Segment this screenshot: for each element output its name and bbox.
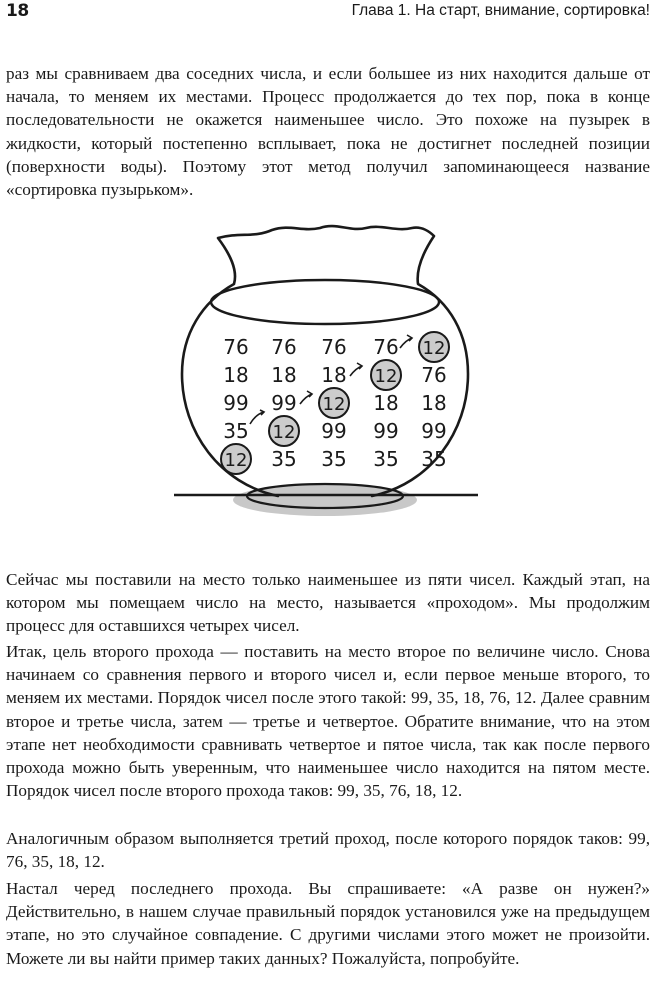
- column-number: 35: [421, 447, 447, 471]
- column-number: 76: [271, 335, 297, 359]
- page-number: 18: [6, 1, 29, 21]
- column-number: 18: [223, 363, 249, 387]
- paragraph: Настал черед последнего прохода. Вы спрашиваете: «А разве он нужен?» Действительно, в нашем случае правильный порядок установился уже на предыдущем этапе, но это случайное совпадение. С другими числами этого может не произойти. Можете ли вы найти пример таких данных? Пожалуйста, попробуйте.: [6, 879, 650, 968]
- column-number: 18: [271, 363, 297, 387]
- number-columns: [221, 332, 449, 474]
- column-number: 18: [373, 391, 399, 415]
- chapter-title: Глава 1. На старт, внимание, сортировка!: [351, 2, 650, 19]
- column-number: 76: [421, 363, 447, 387]
- column-number: 35: [223, 419, 249, 443]
- column-number: 99: [321, 419, 347, 443]
- column-number: 35: [321, 447, 347, 471]
- fishbowl-drawing: [160, 214, 490, 524]
- bubble-number: 12: [422, 338, 446, 359]
- column-number: 99: [223, 391, 249, 415]
- bubble-number: 12: [272, 422, 296, 443]
- paragraph: Сейчас мы поставили на место только наименьшее из пяти чисел. Каждый этап, на котором мы помещаем число на место, называется «проходом». Мы продолжим процесс для оставшихся четырех чисел.: [6, 570, 650, 636]
- column-number: 35: [373, 447, 399, 471]
- column-number: 76: [373, 335, 399, 359]
- paragraph: Итак, цель второго прохода — поставить на место второе по величине число. Снова начинаем со сравнения первого и второго чисел и, если первое меньше второго, то меняем их местами. Порядок чисел после этого такой: 99, 35, 18, 76, 12. Далее сравним второе и третье числа, затем — третье и четвертое. Обратите внимание, что на этом этапе нет необходимости сравнивать четвертое и пятое числа, так как после первого прохода можно быть уверенным, что наименьшее число находится на пятом месте. Порядок чисел после второго прохода таков: 99, 35, 76, 18, 12.: [6, 642, 650, 801]
- bubble-number: 12: [374, 366, 398, 387]
- column-number: 35: [271, 447, 297, 471]
- column-number: 99: [373, 419, 399, 443]
- fishbowl-illustration: [160, 214, 490, 524]
- bubble-number: 12: [224, 450, 248, 471]
- paragraph: Аналогичным образом выполняется третий проход, после которого порядок таков: 99, 76, 35, 18, 12.: [6, 829, 650, 872]
- column-number: 76: [223, 335, 249, 359]
- column-number: 18: [421, 391, 447, 415]
- water-surface: [211, 280, 439, 324]
- column-number: 18: [321, 363, 347, 387]
- page-header: [6, 0, 650, 26]
- paragraph: раз мы сравниваем два соседних числа, и если большее из них находится дальше от начала, то меняем их местами. Процесс продолжается до тех пор, пока в конце последовательности не окажется наименьшее число. Это похоже на пузырек в жидкости, который постепенно всплывает, пока не достигнет последней позиции (поверхности воды). Поэтому этот метод получил запоминающееся название «сортировка пузырьком».: [6, 64, 650, 200]
- column-number: 99: [421, 419, 447, 443]
- bubble-number: 12: [322, 394, 346, 415]
- column-number: 76: [321, 335, 347, 359]
- column-number: 99: [271, 391, 297, 415]
